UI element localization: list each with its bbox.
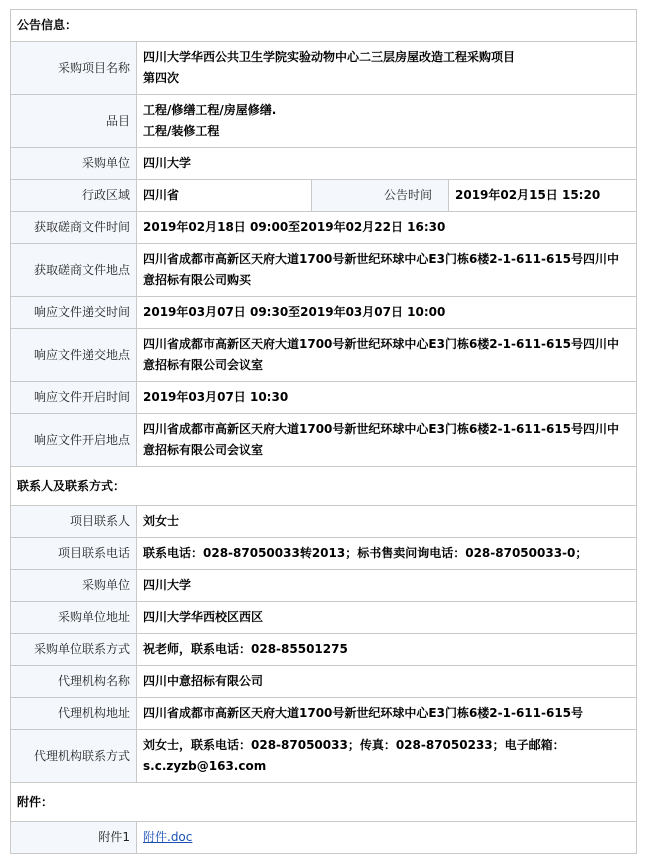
publish-time-label: 公告时间 — [312, 180, 449, 212]
announcement-table — [10, 9, 637, 854]
get-doc-place-label: 获取磋商文件地点 — [11, 244, 137, 297]
agency-contact-row — [11, 730, 637, 783]
purchaser-label: 采购单位 — [11, 148, 137, 180]
open-place-label: 响应文件开启地点 — [11, 414, 137, 467]
project-phone-value: 联系电话：028-87050033转2013；标书售卖问询电话：028-87050033-0； — [137, 538, 637, 570]
submit-time-row — [11, 297, 637, 329]
agency-contact-value: 刘女士，联系电话：028-87050033；传真：028-87050233；电子邮箱：s.c.zyzb@163.com — [137, 730, 637, 783]
project-contact-value: 刘女士 — [137, 506, 637, 538]
category-line-2: 工程/装修工程 — [143, 124, 220, 138]
purchaser2-value: 四川大学 — [137, 570, 637, 602]
get-doc-time-label: 获取磋商文件时间 — [11, 212, 137, 244]
submit-place-label: 响应文件递交地点 — [11, 329, 137, 382]
section-contact-row — [11, 467, 637, 506]
purchaser-value: 四川大学 — [137, 148, 637, 180]
submit-time-value: 2019年03月07日 09:30至2019年03月07日 10:00 — [137, 297, 637, 329]
project-contact-row — [11, 506, 637, 538]
purchaser-address-value: 四川大学华西校区西区 — [137, 602, 637, 634]
section-notice-info: 公告信息： — [11, 10, 637, 42]
region-value: 四川省 — [137, 180, 312, 212]
purchaser-address-label: 采购单位地址 — [11, 602, 137, 634]
region-row — [11, 180, 637, 212]
purchaser-contact-label: 采购单位联系方式 — [11, 634, 137, 666]
section-attachments: 附件： — [11, 783, 637, 822]
agency-address-value: 四川省成都市高新区天府大道1700号新世纪环球中心E3门栋6楼2-1-611-615号 — [137, 698, 637, 730]
project-contact-label: 项目联系人 — [11, 506, 137, 538]
project-phone-row — [11, 538, 637, 570]
attachment1-cell — [137, 822, 637, 854]
section-notice-info-row — [11, 10, 637, 42]
submit-place-value: 四川省成都市高新区天府大道1700号新世纪环球中心E3门栋6楼2-1-611-615号四川中意招标有限公司会议室 — [137, 329, 637, 382]
project-phone-label: 项目联系电话 — [11, 538, 137, 570]
attachment1-link[interactable]: 附件.doc — [143, 830, 193, 844]
project-name-text: 四川大学华西公共卫生学院实验动物中心二三层房屋改造工程采购项目第四次 — [143, 50, 516, 85]
category-label: 品目 — [11, 95, 137, 148]
agency-contact-label: 代理机构联系方式 — [11, 730, 137, 783]
attachment1-row — [11, 822, 637, 854]
publish-time-value: 2019年02月15日 15:20 — [449, 180, 637, 212]
submit-time-label: 响应文件递交时间 — [11, 297, 137, 329]
attachment1-label: 附件1 — [11, 822, 137, 854]
purchaser-contact-value: 祝老师，联系电话：028-85501275 — [137, 634, 637, 666]
agency-name-label: 代理机构名称 — [11, 666, 137, 698]
agency-address-row — [11, 698, 637, 730]
open-time-value: 2019年03月07日 10:30 — [137, 382, 637, 414]
project-name-row — [11, 42, 637, 95]
get-doc-place-row — [11, 244, 637, 297]
agency-name-value: 四川中意招标有限公司 — [137, 666, 637, 698]
agency-address-label: 代理机构地址 — [11, 698, 137, 730]
agency-name-row — [11, 666, 637, 698]
get-doc-time-row — [11, 212, 637, 244]
open-place-value: 四川省成都市高新区天府大道1700号新世纪环球中心E3门栋6楼2-1-611-615号四川中意招标有限公司会议室 — [137, 414, 637, 467]
purchaser2-label: 采购单位 — [11, 570, 137, 602]
open-time-label: 响应文件开启时间 — [11, 382, 137, 414]
open-time-row — [11, 382, 637, 414]
purchaser-address-row — [11, 602, 637, 634]
submit-place-row — [11, 329, 637, 382]
section-attachments-row — [11, 783, 637, 822]
category-value — [137, 95, 637, 148]
project-name-label: 采购项目名称 — [11, 42, 137, 95]
purchaser-row — [11, 148, 637, 180]
category-line-1: 工程/修缮工程/房屋修缮. — [143, 103, 277, 117]
get-doc-time-value: 2019年02月18日 09:00至2019年02月22日 16:30 — [137, 212, 637, 244]
region-label: 行政区域 — [11, 180, 137, 212]
purchaser-contact-row — [11, 634, 637, 666]
open-place-row — [11, 414, 637, 467]
get-doc-place-value: 四川省成都市高新区天府大道1700号新世纪环球中心E3门栋6楼2-1-611-615号四川中意招标有限公司购买 — [137, 244, 637, 297]
project-name-value — [137, 42, 637, 95]
purchaser2-row — [11, 570, 637, 602]
category-row — [11, 95, 637, 148]
section-contact-info: 联系人及联系方式： — [11, 467, 637, 506]
